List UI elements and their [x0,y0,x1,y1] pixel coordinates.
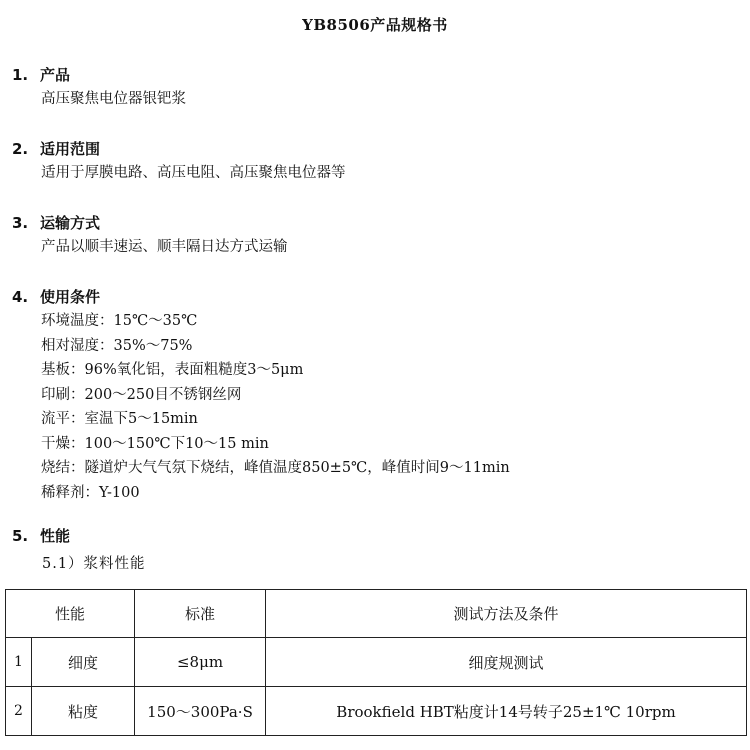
section-application [12,137,732,186]
header-standard: 标准 [135,590,266,638]
section-line: 适用于厚膜电路、高压电阻、高压聚焦电位器等 [41,165,346,181]
condition-firing: 烧结：隧道炉大气气氛下烧结，峰值温度850±5℃，峰值时间9～11min [41,460,510,476]
section-title: 适用范围 [40,140,101,158]
section-title: 运输方式 [40,214,101,232]
condition-printing: 印刷：200～250目不锈钢丝网 [41,386,242,403]
header-property: 性能 [6,590,135,638]
condition-ambient-temperature: 环境温度：15℃～35℃ [41,313,198,329]
section-heading [12,63,732,87]
section-product [12,63,732,112]
row-property: 细度 [32,638,135,687]
section-title: 产品 [40,66,71,84]
condition-relative-humidity: 相对湿度：35%～75% [41,337,193,354]
row-standard: ≤8μm [135,638,266,687]
section-heading [12,524,732,548]
condition-thinner: 稀释剂：Y-100 [41,484,140,501]
section-number: 2. [12,140,29,158]
performance-table [5,589,747,736]
section-heading [12,285,732,309]
table-row [6,638,747,687]
header-method: 测试方法及条件 [266,590,747,638]
section-line: 产品以顺丰速运、顺丰隔日达方式运输 [41,239,288,255]
row-standard: 150～300Pa·S [135,687,266,736]
section-number: 4. [12,288,29,306]
condition-drying: 干燥：100～150℃下10～15 min [41,435,269,452]
section-number: 5. [12,527,29,545]
subsection-heading: 5.1）浆料性能 [42,556,146,572]
section-performance [12,524,732,548]
section-heading [12,211,732,235]
row-property: 粘度 [32,687,135,736]
row-index: 2 [6,687,32,736]
section-number: 1. [12,66,29,84]
section-title: 使用条件 [40,288,101,306]
document-title: YB8506产品规格书 [302,16,448,34]
condition-substrate: 基板：96%氧化铝，表面粗糙度3～5μm [41,362,304,378]
section-shipping [12,211,732,260]
section-title: 性能 [40,527,71,545]
section-usage-conditions [12,285,732,505]
condition-leveling: 流平：室温下5～15min [41,411,198,427]
section-line: 高压聚焦电位器银钯浆 [41,91,186,107]
row-index: 1 [6,638,32,687]
row-method: 细度规测试 [266,638,747,687]
row-method: Brookfield HBT粘度计14号转子25±1℃ 10rpm [266,687,747,736]
section-heading [12,137,732,161]
section-number: 3. [12,214,29,232]
table-header-row [6,590,747,638]
table-row [6,687,747,736]
